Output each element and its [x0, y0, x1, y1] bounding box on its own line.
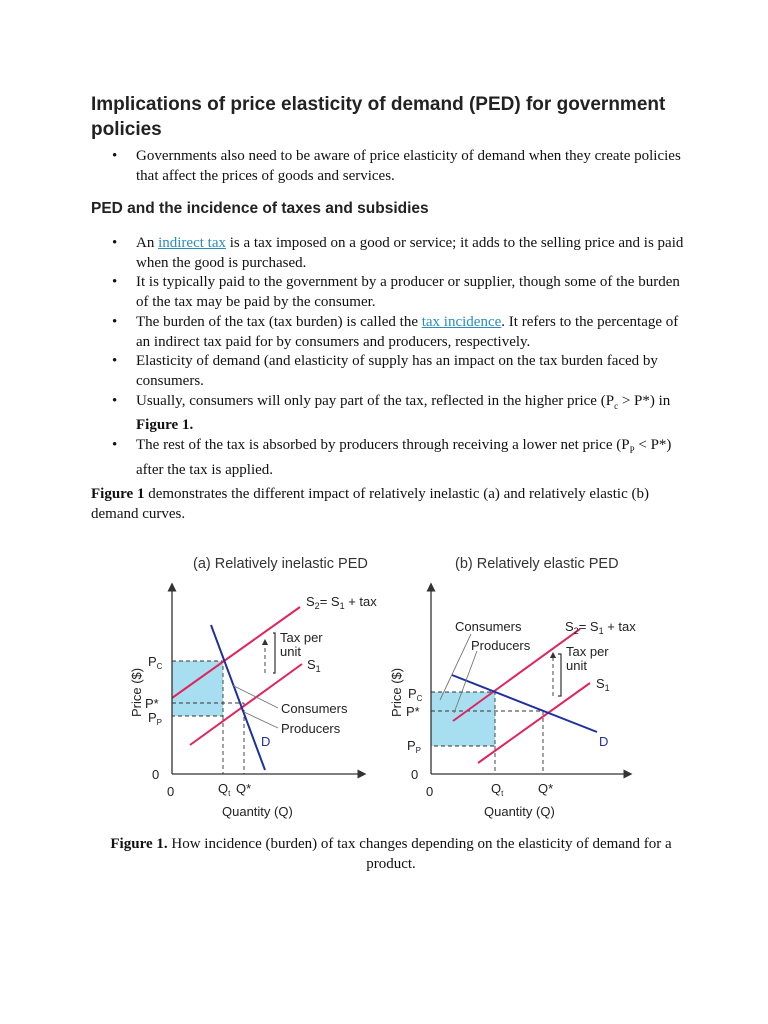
consumers-label: Consumers [281, 701, 348, 716]
list-item: • The burden of the tax (tax burden) is called the tax incidence. It refers to the percentage of an indirect tax paid for by consumers and producers, respectively. [91, 313, 691, 352]
panel-b [389, 556, 636, 819]
panel-b-title: (b) Relatively elastic PED [455, 556, 619, 572]
unit-label: unit [566, 658, 587, 673]
pointer [232, 685, 278, 708]
tax-incidence-link[interactable]: tax incidence [421, 313, 502, 330]
section-heading: PED and the incidence of taxes and subsidies [91, 200, 429, 217]
demand-label: D [261, 734, 271, 749]
qstar-label: Q* [236, 781, 252, 796]
s1-label: $S_1$ [596, 676, 610, 693]
tax-list [91, 234, 691, 480]
y-zero-label: 0 [411, 767, 419, 782]
pstar-label: P* [145, 696, 159, 711]
pointer [440, 634, 471, 700]
list-item: • The rest of the tax is absorbed by producers through receiving a lower net price $(P_P < P*)$ after the tax is applied. [91, 436, 691, 480]
x-zero-label: 0 [426, 784, 434, 799]
qt-label: $Q_t$ [218, 781, 231, 798]
s2-label: $S_2= S_1$ + tax [306, 594, 377, 611]
intro-list [91, 147, 691, 186]
pstar-label: P* [406, 704, 420, 719]
tax-bracket [273, 633, 275, 673]
figure-intro: Figure 1 demonstrates the different impact of relatively inelastic (a) and relatively elastic (b) demand curves. [91, 486, 649, 522]
tax-per-label: Tax per [566, 644, 609, 659]
list-item: • An indirect tax is a tax imposed on a good or service; it adds to the selling price and is paid when the good is purchased. [91, 234, 691, 273]
tax-bracket [558, 654, 561, 696]
x-axis-label: Quantity (Q) [222, 804, 293, 819]
qstar-label: Q* [538, 781, 554, 796]
list-item: • Governments also need to be aware of price elasticity of demand when they create policies that affect the prices of goods and services. [91, 147, 691, 186]
panel-a-tax-area [172, 661, 223, 716]
figure-1 [0, 545, 768, 825]
x-zero-label: 0 [167, 784, 175, 799]
y-axis-label: Price ($) [389, 667, 404, 717]
list-item: • Elasticity of demand (and elasticity of supply has an impact on the tax burden faced by consumers. [91, 352, 691, 391]
pc-label: $P_C$ [148, 654, 163, 671]
panel-a-title: (a) Relatively inelastic PED [193, 556, 368, 572]
s1-label: $S_1$ [307, 657, 321, 674]
panel-b-tax-area [431, 692, 495, 746]
producers-label: Producers [281, 721, 341, 736]
pp-label: $P_P$ [407, 738, 422, 755]
pp-label: $P_P$ [148, 710, 163, 727]
tax-per-label: Tax per [280, 630, 323, 645]
y-zero-label: 0 [152, 767, 160, 782]
indirect-tax-link[interactable]: indirect tax [158, 235, 226, 251]
demand-label: D [599, 734, 609, 749]
unit-label: unit [280, 644, 301, 659]
s2-label: $S_2= S_1$ + tax [565, 619, 636, 636]
pc-label: $P_C$ [408, 686, 423, 703]
list-item: • It is typically paid to the government by a producer or supplier, though some of the burden of the tax may be paid by the consumer. [91, 273, 691, 312]
producers-label: Producers [471, 638, 531, 653]
consumers-label: Consumers [455, 619, 522, 634]
figure-caption: Figure 1. How incidence (burden) of tax changes depending on the elasticity of demand for a product. [110, 836, 672, 872]
y-axis-label: Price ($) [129, 667, 144, 717]
panel-a [129, 556, 377, 819]
list-item: • Usually, consumers will only pay part of the tax, reflected in the higher price $(P_c > P*)$ in Figure 1. [91, 392, 691, 436]
x-axis-label: Quantity (Q) [484, 804, 555, 819]
qt-label: $Q_t$ [491, 781, 504, 798]
page-title: Implications of price elasticity of demand (PED) for government policies [91, 94, 666, 140]
